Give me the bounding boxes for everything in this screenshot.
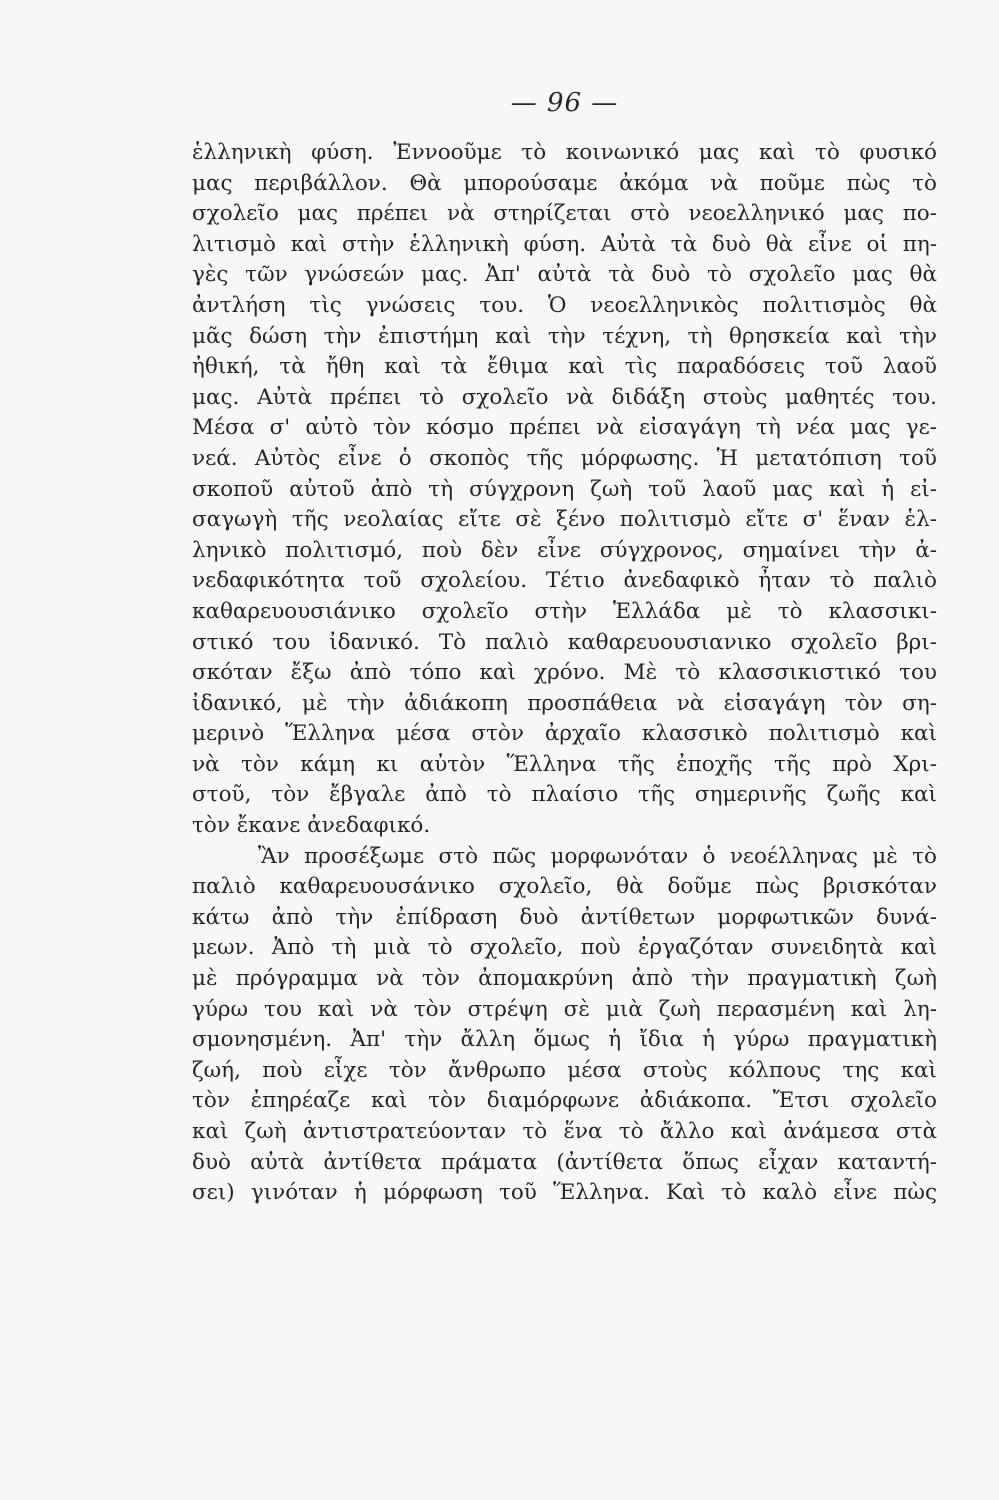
text-line: ἠθική, τὰ ἤθη καὶ τὰ ἔθιμα καὶ τὶς παραδόσεις τοῦ λαοῦ (192, 354, 937, 380)
text-line: στικό του ἰδανικό. Τὸ παλιὸ καθαρευουσιανικο σχολεῖο βρι- (192, 629, 937, 655)
text-line: μας περιβάλλον. Θὰ μπορούσαμε ἀκόμα νὰ ποῦμε πὼς τὸ (192, 170, 937, 196)
text-line: νεδαφικότητα τοῦ σχολείου. Τέτιο ἀνεδαφικὸ ἦταν τὸ παλιὸ (192, 568, 937, 594)
text-line: μας. Αὐτὰ πρέπει τὸ σχολεῖο νὰ διδάξη στοὺς μαθητές του. (192, 384, 937, 410)
text-line: ἰδανικό, μὲ τὴν ἀδιάκοπη προσπάθεια νὰ εἰσαγάγη τὸν ση- (192, 690, 937, 716)
paragraph-start-line: Ἂν προσέξωμε στὸ πῶς μορφωνόταν ὁ νεοέλληνας μὲ τὸ (258, 843, 937, 869)
text-line: νεά. Αὐτὸς εἶνε ὁ σκοπὸς τῆς μόρφωσης. Ἡ μετατόπιση τοῦ (192, 445, 937, 471)
text-line: μεων. Ἀπὸ τὴ μιὰ τὸ σχολεῖο, ποὺ ἐργαζόταν συνειδητὰ καὶ (192, 935, 937, 961)
text-line: στοῦ, τὸν ἔβγαλε ἀπὸ τὸ πλαίσιο τῆς σημερινῆς ζωῆς καὶ (192, 782, 937, 808)
text-line: ληνικὸ πολιτισμό, ποὺ δὲν εἶνε σύγχρονος, σημαίνει τὴν ἀ- (192, 537, 937, 563)
text-line: ἀντλήση τὶς γνώσεις του. Ὁ νεοελληνικὸς πολιτισμὸς θὰ (192, 292, 937, 318)
text-line: μᾶς δώση τὴν ἐπιστήμη καὶ τὴν τέχνη, τὴ θρησκεία καὶ τὴν (192, 323, 937, 349)
text-line: ζωή, ποὺ εἶχε τὸν ἄνθρωπο μέσα στοὺς κόλπους της καὶ (192, 1057, 937, 1083)
text-line: νὰ τὸν κάμη κι αὐτὸν Ἕλληνα τῆς ἐποχῆς τῆς πρὸ Χρι- (192, 751, 937, 777)
text-line: σκόταν ἔξω ἀπὸ τόπο καὶ χρόνο. Μὲ τὸ κλασσικιστικό του (192, 660, 937, 686)
text-line: σει) γινόταν ἡ μόρφωση τοῦ Ἕλληνα. Καὶ τὸ καλὸ εἶνε πὼς (192, 1180, 937, 1206)
text-line: γὲς τῶν γνώσεών μας. Ἀπ' αὐτὰ τὰ δυὸ τὸ σχολεῖο μας θὰ (192, 262, 937, 288)
paragraph-end-line: τὸν ἔκανε ἀνεδαφικό. (192, 813, 431, 839)
text-line: κάτω ἀπὸ τὴν ἐπίδραση δυὸ ἀντίθετων μορφωτικῶν δυνά- (192, 904, 937, 930)
text-line: τὸν ἐπηρέαζε καὶ τὸν διαμόρφωνε ἀδιάκοπα. Ἔτσι σχολεῖο (192, 1088, 937, 1114)
text-line: σχολεῖο μας πρέπει νὰ στηρίζεται στὸ νεοελληνικό μας πο- (192, 201, 937, 227)
text-line: δυὸ αὐτὰ ἀντίθετα πράματα (ἀντίθετα ὅπως εἶχαν καταντή- (192, 1149, 937, 1175)
text-line: παλιὸ καθαρευουσάνικο σχολεῖο, θὰ δοῦμε πὼς βρισκόταν (192, 874, 937, 900)
text-line: σμονησμένη. Ἀπ' τὴν ἄλλη ὅμως ἡ ἴδια ἡ γύρω πραγματικὴ (192, 1027, 937, 1053)
text-line: λιτισμὸ καὶ στὴν ἑλληνικὴ φύση. Αὐτὰ τὰ δυὸ θὰ εἶνε οἱ πη- (192, 231, 937, 257)
text-line: γύρω του καὶ νὰ τὸν στρέψη σὲ μιὰ ζωὴ περασμένη καὶ λη- (192, 996, 937, 1022)
body-text (192, 138, 937, 1209)
text-line: σαγωγὴ τῆς νεολαίας εἴτε σὲ ξένο πολιτισμὸ εἴτε σ' ἕναν ἑλ- (192, 507, 937, 533)
page-number: — 96 — (510, 88, 619, 118)
text-line: Μέσα σ' αὐτὸ τὸν κόσμο πρέπει νὰ εἰσαγάγη τὴ νέα μας γε- (192, 415, 937, 441)
text-line: μὲ πρόγραμμα νὰ τὸν ἀπομακρύνη ἀπὸ τὴν πραγματικὴ ζωὴ (192, 966, 937, 992)
text-line: σκοποῦ αὐτοῦ ἀπὸ τὴ σύγχρονη ζωὴ τοῦ λαοῦ μας καὶ ἡ εἰ- (192, 476, 937, 502)
text-line: μερινὸ Ἕλληνα μέσα στὸν ἀρχαῖο κλασσικὸ πολιτισμὸ καὶ (192, 721, 937, 747)
text-line: καὶ ζωὴ ἀντιστρατεύονταν τὸ ἕνα τὸ ἄλλο καὶ ἀνάμεσα στὰ (192, 1119, 937, 1144)
text-line: ἑλληνικὴ φύση. Ἐννοοῦμε τὸ κοινωνικό μας καὶ τὸ φυσικό (192, 140, 937, 165)
text-line: καθαρευουσιάνικο σχολεῖο στὴν Ἑλλάδα μὲ τὸ κλασσικι- (192, 598, 937, 624)
